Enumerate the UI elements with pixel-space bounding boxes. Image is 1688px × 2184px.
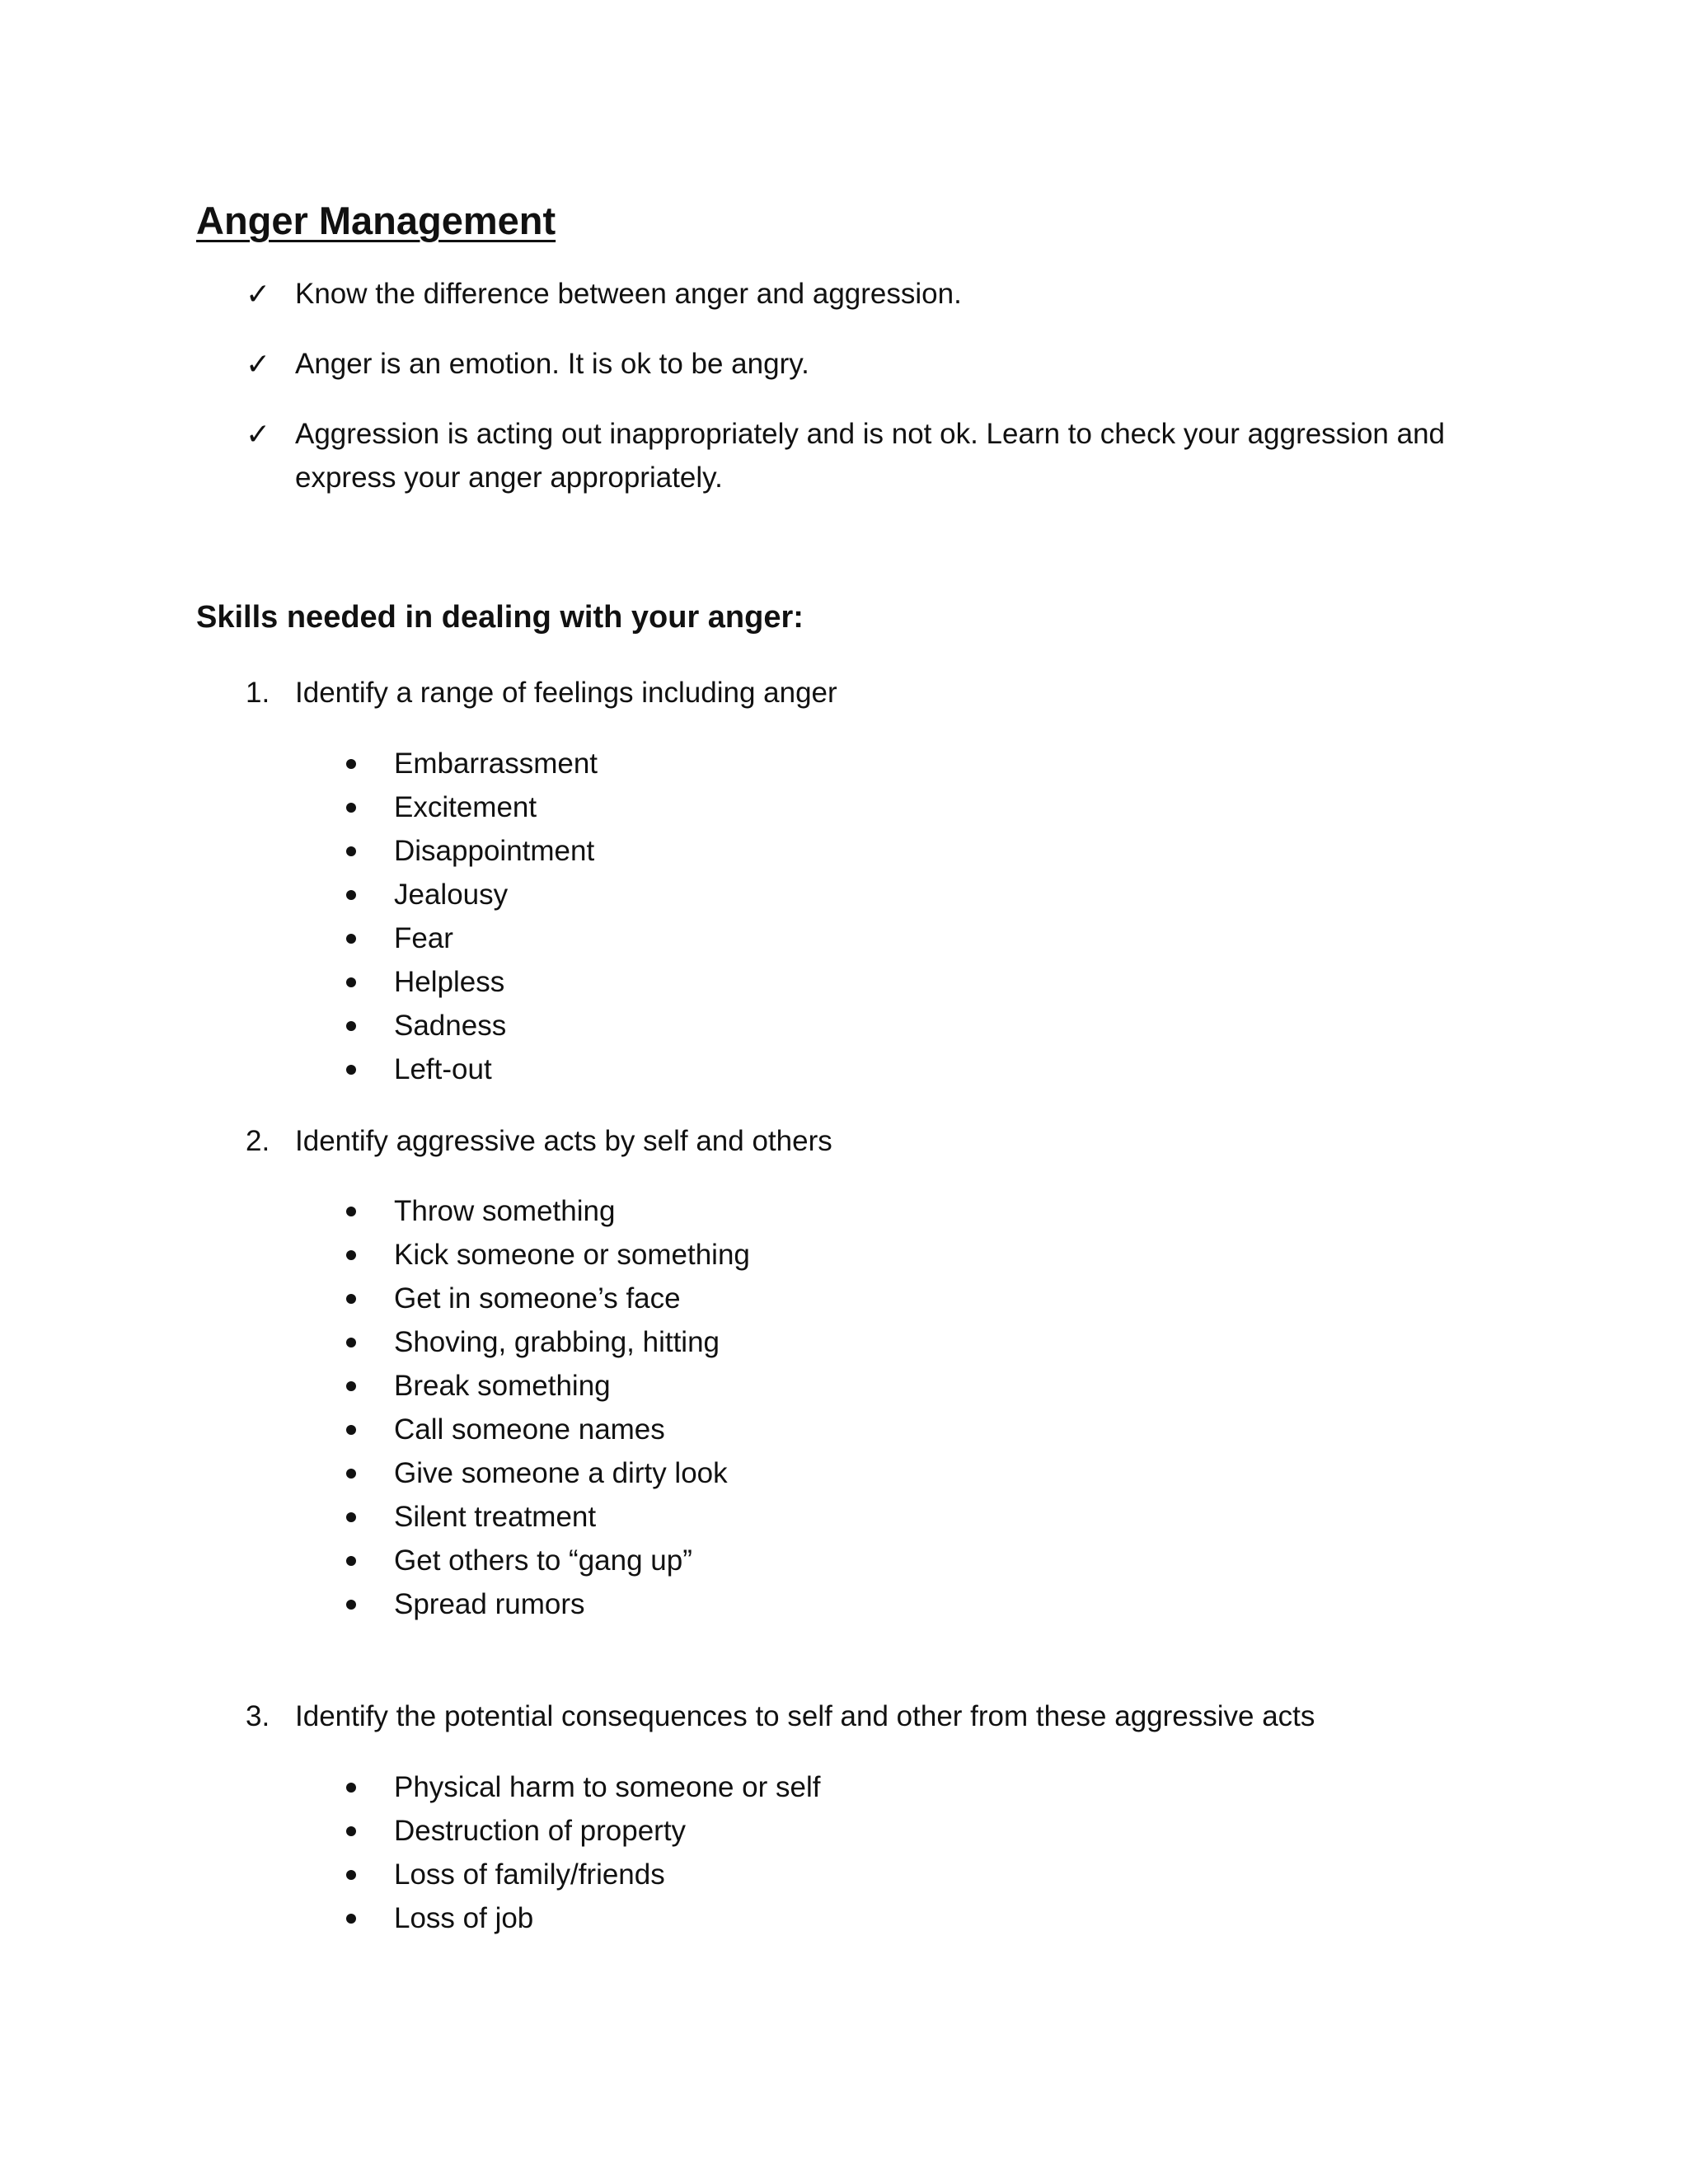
list-item-text: Destruction of property bbox=[394, 1815, 687, 1847]
skill-text: Identify the potential consequences to self and other from these aggressive acts bbox=[295, 1700, 1315, 1732]
bullet-icon bbox=[346, 1469, 356, 1479]
bullet-icon bbox=[346, 1250, 356, 1260]
skill-number: 2. bbox=[246, 1125, 270, 1157]
list-item bbox=[346, 1408, 750, 1451]
list-item-text: Left-out bbox=[394, 1053, 492, 1085]
bullet-icon bbox=[346, 1783, 356, 1793]
list-item bbox=[346, 873, 598, 916]
bullet-icon bbox=[346, 1021, 356, 1031]
key-point-item bbox=[246, 272, 1482, 316]
list-item-text: Silent treatment bbox=[394, 1501, 597, 1533]
skill-item-2 bbox=[246, 1119, 1564, 1163]
list-item-text: Sadness bbox=[394, 1010, 507, 1042]
key-point-text: Aggression is acting out inappropriately and is not ok. Learn to check your aggression and express your anger appropriately. bbox=[295, 418, 1446, 494]
list-item bbox=[346, 1364, 750, 1408]
list-item-text: Excitement bbox=[394, 791, 537, 823]
list-item-text: Loss of job bbox=[394, 1902, 534, 1934]
list-item bbox=[346, 1277, 750, 1320]
list-item-text: Physical harm to someone or self bbox=[394, 1771, 821, 1803]
skill-number: 1. bbox=[246, 677, 270, 709]
list-item-text: Fear bbox=[394, 922, 453, 954]
key-point-text: Know the difference between anger and aggression. bbox=[295, 278, 962, 310]
key-points-list bbox=[246, 272, 1482, 526]
list-item bbox=[346, 960, 598, 1004]
bullet-icon bbox=[346, 1294, 356, 1304]
bullet-icon bbox=[346, 890, 356, 900]
list-item-text: Get in someone’s face bbox=[394, 1282, 681, 1315]
skill-text: Identify a range of feelings including anger bbox=[295, 677, 837, 709]
list-item-text: Give someone a dirty look bbox=[394, 1457, 728, 1489]
bullet-icon bbox=[346, 977, 356, 987]
list-item-text: Call someone names bbox=[394, 1413, 665, 1446]
list-item-text: Shoving, grabbing, hitting bbox=[394, 1326, 720, 1358]
list-item bbox=[346, 1320, 750, 1364]
list-item bbox=[346, 1809, 820, 1853]
bullet-icon bbox=[346, 1556, 356, 1566]
list-item-text: Kick someone or something bbox=[394, 1239, 750, 1271]
list-item-text: Jealousy bbox=[394, 879, 509, 911]
checkmark-icon: ✓ bbox=[246, 417, 271, 451]
key-point-text: Anger is an emotion. It is ok to be angry. bbox=[295, 348, 809, 380]
list-item bbox=[346, 1189, 750, 1233]
page-title: Anger Management bbox=[196, 199, 556, 242]
skills-heading: Skills needed in dealing with your anger: bbox=[196, 600, 804, 635]
list-item bbox=[346, 1853, 820, 1896]
list-item-text: Break something bbox=[394, 1370, 611, 1402]
bullet-icon bbox=[346, 1381, 356, 1391]
list-item bbox=[346, 742, 598, 785]
bullet-icon bbox=[346, 1826, 356, 1836]
list-item-text: Throw something bbox=[394, 1195, 616, 1227]
key-point-item bbox=[246, 342, 1482, 386]
bullet-icon bbox=[346, 1914, 356, 1924]
bullet-icon bbox=[346, 1207, 356, 1216]
list-item bbox=[346, 1233, 750, 1277]
bullet-icon bbox=[346, 803, 356, 813]
skill-item-1 bbox=[246, 671, 1564, 715]
list-item bbox=[346, 916, 598, 960]
list-item bbox=[346, 1896, 820, 1940]
list-item bbox=[346, 1582, 750, 1626]
list-item bbox=[346, 1765, 820, 1809]
list-item bbox=[346, 829, 598, 873]
list-item bbox=[346, 1539, 750, 1582]
bullet-icon bbox=[346, 1600, 356, 1610]
aggressive-acts-list bbox=[346, 1189, 750, 1626]
checkmark-icon: ✓ bbox=[246, 347, 271, 381]
checkmark-icon: ✓ bbox=[246, 277, 271, 311]
list-item bbox=[346, 1047, 598, 1091]
bullet-icon bbox=[346, 846, 356, 856]
list-item-text: Spread rumors bbox=[394, 1588, 585, 1620]
list-item bbox=[346, 1004, 598, 1047]
bullet-icon bbox=[346, 759, 356, 769]
list-item-text: Embarrassment bbox=[394, 748, 598, 780]
bullet-icon bbox=[346, 934, 356, 944]
bullet-icon bbox=[346, 1338, 356, 1347]
skill-item-3 bbox=[246, 1694, 1564, 1738]
bullet-icon bbox=[346, 1512, 356, 1522]
list-item-text: Helpless bbox=[394, 966, 505, 998]
feelings-list bbox=[346, 742, 598, 1091]
list-item-text: Loss of family/friends bbox=[394, 1858, 665, 1891]
list-item-text: Get others to “gang up” bbox=[394, 1544, 692, 1577]
key-point-item bbox=[246, 412, 1482, 499]
bullet-icon bbox=[346, 1065, 356, 1075]
list-item-text: Disappointment bbox=[394, 835, 595, 867]
list-item bbox=[346, 785, 598, 829]
consequences-list bbox=[346, 1765, 820, 1940]
skill-number: 3. bbox=[246, 1700, 270, 1732]
list-item bbox=[346, 1451, 750, 1495]
skill-text: Identify aggressive acts by self and others bbox=[295, 1125, 832, 1157]
list-item bbox=[346, 1495, 750, 1539]
bullet-icon bbox=[346, 1870, 356, 1880]
bullet-icon bbox=[346, 1425, 356, 1435]
